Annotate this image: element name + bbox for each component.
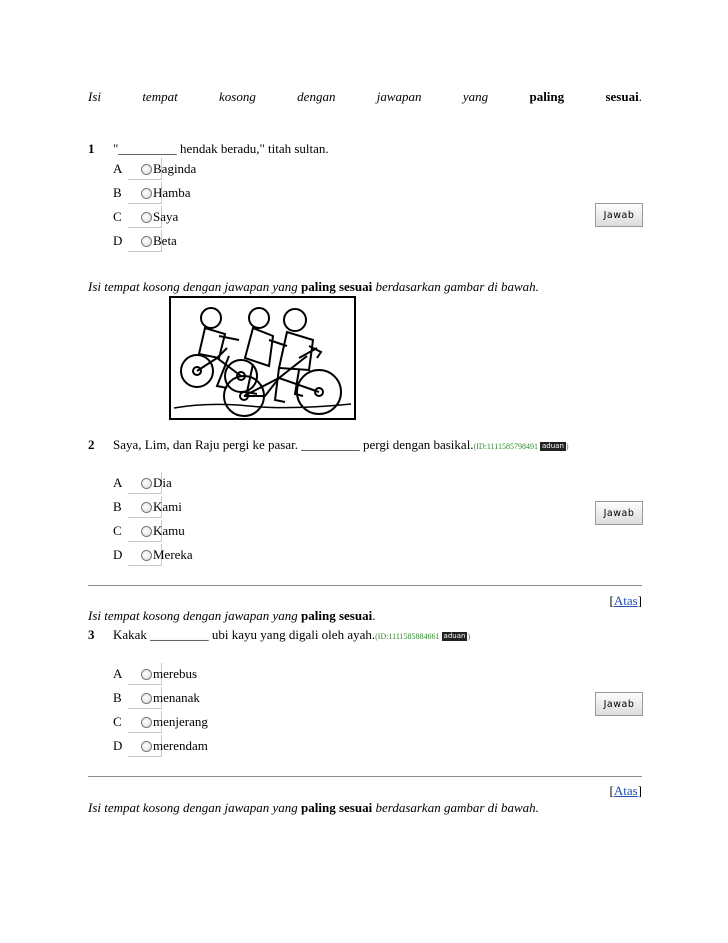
instruction-word: jawapan (376, 89, 422, 104)
option-letter: A (113, 161, 123, 176)
option-text: menjerang (153, 714, 208, 729)
instruction-word: dengan (297, 89, 336, 104)
option-text: Saya (153, 209, 179, 224)
question-number: 3 (88, 627, 95, 642)
option-letter: D (113, 233, 123, 248)
option-b[interactable] (113, 496, 313, 518)
option-text: Kamu (153, 523, 185, 538)
option-c[interactable] (113, 711, 313, 733)
back-to-top: [Atas] (609, 593, 642, 608)
question-text-line: Kakak _________ ubi kayu yang digali oleh ayah.(ID:1111585884661 aduan ) (113, 627, 471, 642)
option-text: menanak (153, 690, 200, 705)
option-text: merebus (153, 666, 198, 681)
option-letter: C (113, 714, 122, 729)
option-letter: B (113, 185, 122, 200)
option-a[interactable] (113, 158, 313, 180)
divider (88, 585, 642, 586)
option-c[interactable] (113, 520, 313, 542)
aduan-link[interactable]: aduan (443, 632, 466, 640)
instruction-heading-top (88, 89, 642, 105)
back-to-top: [Atas] (609, 783, 642, 798)
aduan-link[interactable]: aduan (542, 442, 564, 450)
question-number: 1 (88, 141, 95, 156)
instruction-word: Isi (88, 89, 101, 104)
option-c[interactable] (113, 206, 313, 228)
instruction-heading: Isi tempat kosong dengan jawapan yang paling sesuai. (88, 608, 376, 623)
bicycle-illustration (169, 296, 356, 420)
instruction-word-last: sesuai. (605, 89, 642, 104)
option-text: merendam (153, 738, 208, 753)
option-a[interactable] (113, 472, 313, 494)
question-text: "_________ hendak beradu," titah sultan. (113, 141, 329, 156)
option-a[interactable] (113, 663, 313, 685)
question-text-line: Saya, Lim, dan Raju pergi ke pasar. _________ pergi dengan basikal.(ID:1111585798491 aduan ) (113, 437, 569, 452)
option-b[interactable] (113, 687, 313, 709)
option-letter: C (113, 523, 122, 538)
option-text: Beta (153, 233, 177, 248)
option-letter: B (113, 690, 122, 705)
question-id: (ID:1111585884661 (375, 632, 442, 641)
question-number: 2 (88, 437, 95, 452)
atas-link[interactable]: Atas (613, 593, 638, 608)
atas-link[interactable]: Atas (613, 783, 638, 798)
instruction-word: kosong (219, 89, 256, 104)
option-text: Kami (153, 499, 182, 514)
divider (88, 776, 642, 777)
option-d[interactable] (113, 230, 313, 252)
option-text: Hamba (153, 185, 191, 200)
option-letter: D (113, 547, 123, 562)
option-letter: A (113, 666, 123, 681)
jawab-button[interactable]: Jawab (595, 501, 643, 525)
option-text: Dia (153, 475, 172, 490)
option-d[interactable] (113, 735, 313, 757)
question-id: (ID:1111585798491 (473, 442, 540, 451)
question-text: Kakak _________ ubi kayu yang digali oleh ayah. (113, 627, 376, 642)
jawab-button[interactable]: Jawab (595, 692, 643, 716)
option-letter: A (113, 475, 123, 490)
instruction-word-bold: paling (529, 89, 565, 104)
option-text: Baginda (153, 161, 197, 176)
instruction-heading: Isi tempat kosong dengan jawapan yang paling sesuai berdasarkan gambar di bawah. (88, 800, 539, 815)
option-letter: C (113, 209, 122, 224)
instruction-heading: Isi tempat kosong dengan jawapan yang paling sesuai berdasarkan gambar di bawah. (88, 279, 539, 294)
instruction-word: yang (462, 89, 489, 104)
option-d[interactable] (113, 544, 313, 566)
option-text: Mereka (153, 547, 193, 562)
option-b[interactable] (113, 182, 313, 204)
option-letter: D (113, 738, 123, 753)
jawab-button[interactable]: Jawab (595, 203, 643, 227)
option-letter: B (113, 499, 122, 514)
question-text: Saya, Lim, dan Raju pergi ke pasar. _________ pergi dengan basikal. (113, 437, 474, 452)
instruction-word: tempat (142, 89, 178, 104)
